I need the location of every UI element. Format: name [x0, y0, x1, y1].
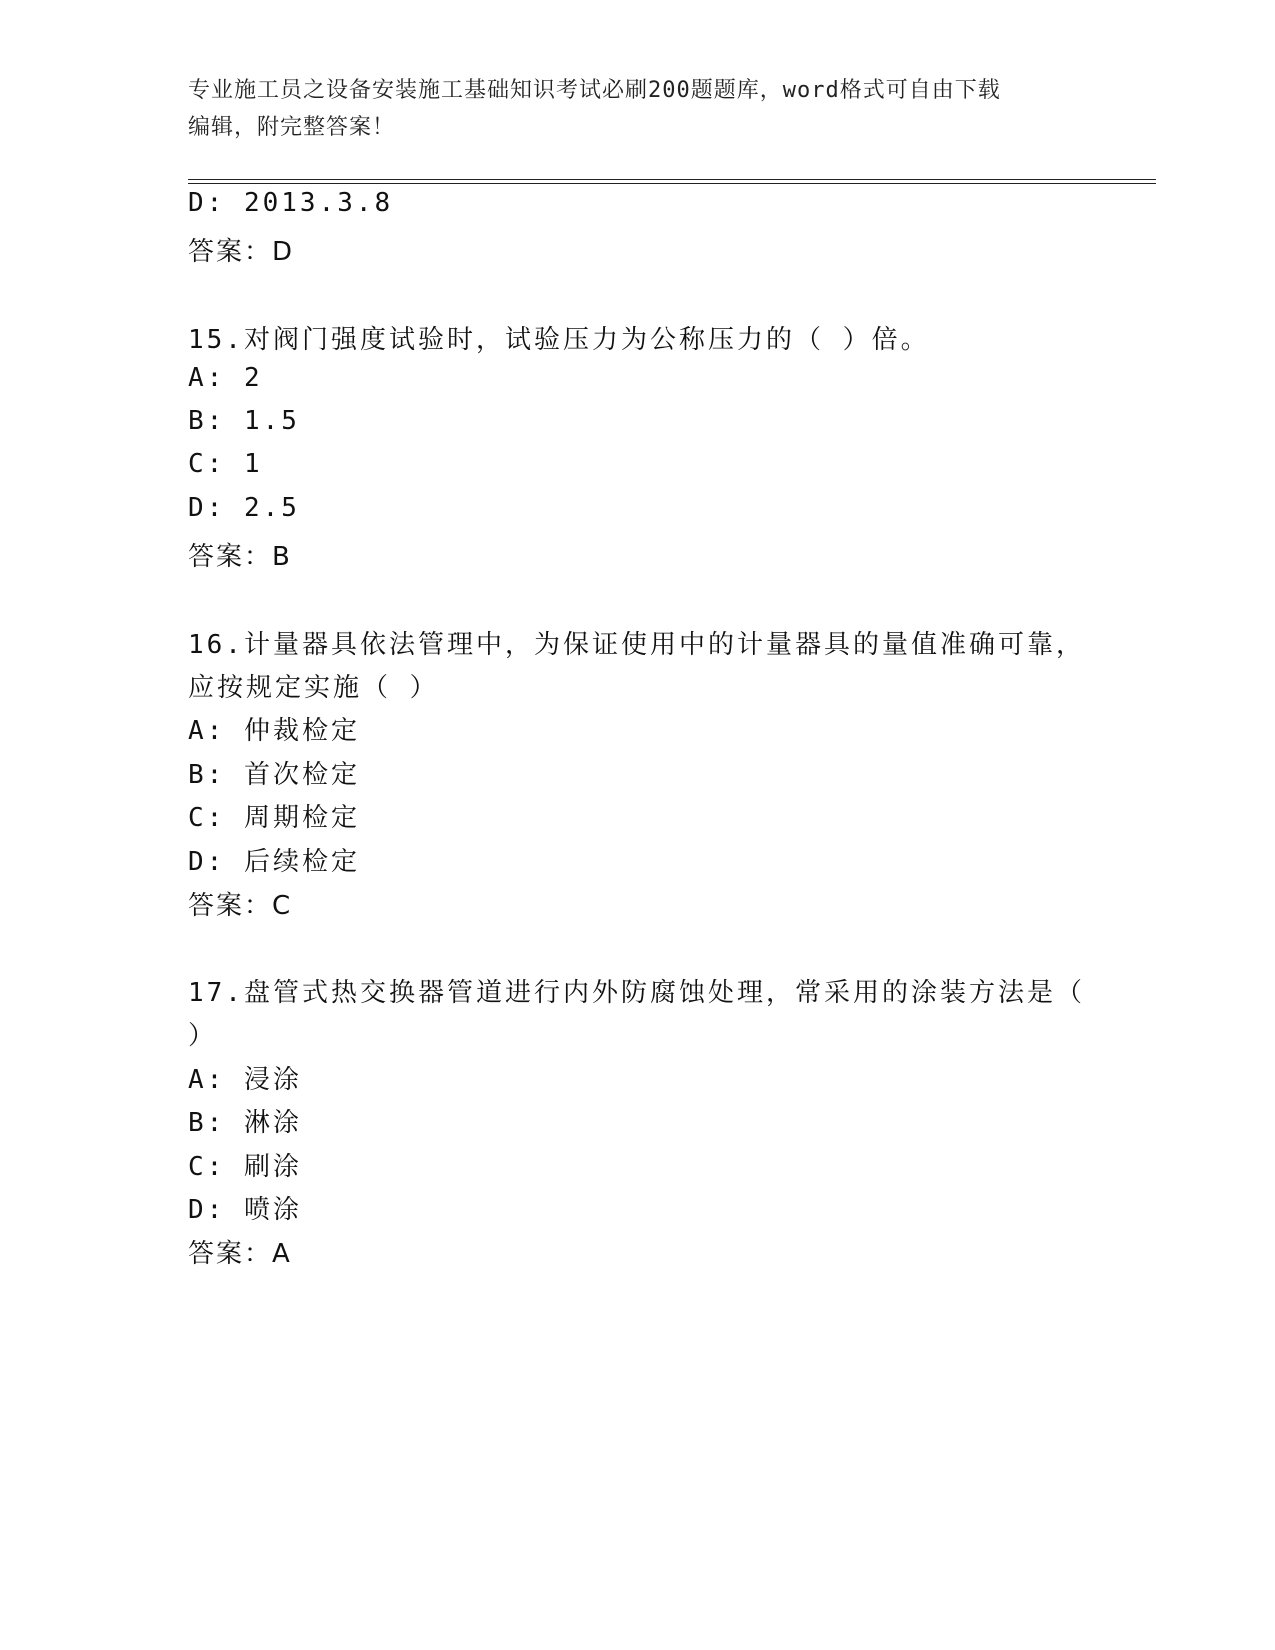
question-17-option-c: C: 刷涂 — [188, 1152, 302, 1182]
question-17-stem-line-2: ） — [188, 1021, 218, 1051]
prev-answer: 答案：D — [188, 237, 295, 267]
question-15-stem: 15.对阀门强度试验时，试验压力为公称压力的（ ）倍。 — [188, 325, 930, 355]
header-line-2: 编辑，附完整答案！ — [188, 115, 396, 140]
question-17-option-d: D: 喷涂 — [188, 1195, 302, 1225]
question-16-option-a: A: 仲裁检定 — [188, 716, 360, 746]
question-16-answer: 答案：C — [188, 891, 293, 921]
question-15-answer: 答案：B — [188, 542, 292, 572]
question-17-answer: 答案：A — [188, 1239, 292, 1269]
header-divider-bottom — [188, 183, 1156, 184]
question-16-option-c: C: 周期检定 — [188, 803, 360, 833]
question-15-option-b: B: 1.5 — [188, 406, 300, 436]
question-16-stem-line-1: 16.计量器具依法管理中，为保证使用中的计量器具的量值准确可靠， — [188, 630, 1085, 660]
prev-option-d: D: 2013.3.8 — [188, 188, 394, 218]
question-17-option-a: A: 浸涂 — [188, 1065, 302, 1095]
document-header — [188, 72, 1068, 146]
header-divider-top — [188, 179, 1156, 180]
question-15-option-d: D: 2.5 — [188, 493, 300, 523]
question-17-option-b: B: 淋涂 — [188, 1108, 302, 1138]
question-17-stem-line-1: 17.盘管式热交换器管道进行内外防腐蚀处理，常采用的涂装方法是（ — [188, 978, 1085, 1008]
question-16-stem-line-2: 应按规定实施（ ） — [188, 673, 439, 703]
question-15-option-a: A: 2 — [188, 363, 263, 393]
question-16-option-b: B: 首次检定 — [188, 760, 360, 790]
question-15-option-c: C: 1 — [188, 449, 263, 479]
question-16-option-d: D: 后续检定 — [188, 847, 360, 877]
header-line-1: 专业施工员之设备安装施工基础知识考试必刷200题题库，word格式可自由下载 — [188, 78, 1001, 103]
